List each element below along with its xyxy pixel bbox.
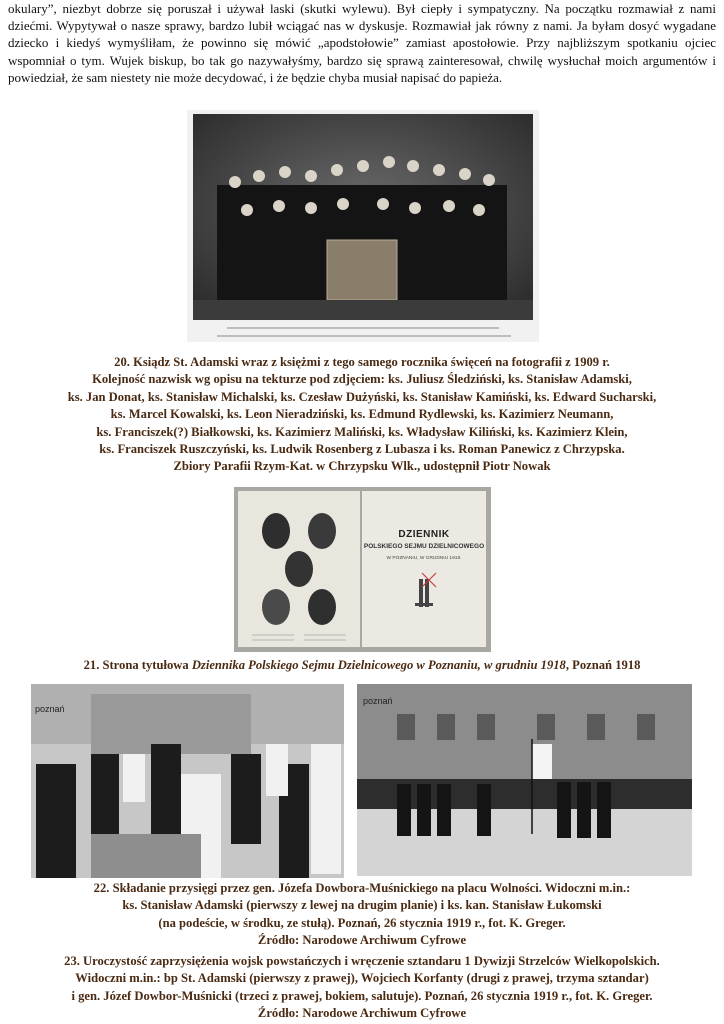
portraits-collage	[238, 491, 360, 647]
red-mark-icon	[420, 571, 438, 589]
caption-23-line-2: Widoczni m.in.: bp St. Adamski (pierwszy z prawej), Wojciech Korfanty (drugi z prawej, trzyma sztandar)	[75, 971, 649, 986]
intro-paragraph: okulary”, niezbyt dobrze się poruszał i używał laski (skutki wylewu). Był ciepły i sympatyczny. Na początku rozmawiał z nami dziećmi. Wypytywał o nasze sprawy, bardzo lubił wciągać nas w dyskusje. Rozmawiał jak równy z nami. Ja byłam dosyć wygadane dziecko i kiedyś wymyśliłam, że powinno się mówić „apodstołowie” zamiast apostołowie. Przy najbliższym spotkaniu ojciec wspomniał o tym. Wujek biskup, bo tak go nazywałyśmy, bardzo się sprawą zainteresował, chwilę wysłuchał moich argumentów i powiedział, że sam niestety nie może decydować, i że będzie chyba musiał napisać do papieża.	[8, 1, 716, 85]
caption-20-line-1: 20. Ksiądz St. Adamski wraz z księżmi z tego samego rocznika święceń na fotografii z 1909 r.	[114, 355, 610, 369]
book-title-page-photo	[234, 487, 491, 652]
caption-figure-21	[4, 657, 720, 674]
caption-figure-20	[4, 354, 720, 476]
caption-20-line-2: Kolejność nazwisk wg opisu na tekturze pod zdjęciem: ks. Juliusz Śledziński, ks. Stanisław Adamski,	[92, 372, 632, 387]
caption-22-line-4: Źródło: Narodowe Archiwum Cyfrowe	[257, 933, 467, 948]
caption-22-line-1: 22. Składanie przysięgi przez gen. Józefa Dowbora-Muśnickiego na placu Wolności. Widoczni m.in.:	[93, 881, 631, 895]
caption-20-line-7: Zbiory Parafii Rzym-Kat. w Chrzypsku Wlk., udostępnił Piotr Nowak	[173, 459, 551, 474]
caption-figure-23	[4, 953, 720, 1023]
caption-figure-22	[4, 880, 720, 950]
caption-22-line-2: ks. Stanisław Adamski (pierwszy z lewej na drugim planie) i ks. kan. Stanisław Łukomski	[122, 898, 602, 913]
caption-21-title: Dziennika Polskiego Sejmu Dzielnicowego w Poznaniu, w grudniu 1918	[191, 658, 566, 672]
caption-23-line-1: 23. Uroczystość zaprzysiężenia wojsk powstańczych i wręczenie sztandaru 1 Dywizji Strzelców Wielkopolskich.	[64, 954, 660, 968]
caption-21-suffix: , Poznań 1918	[565, 658, 641, 672]
caption-23-line-3: i gen. Józef Dowbor-Muśnicki (trzeci z prawej, bokiem, salutuje). Poznań, 26 stycznia 1919 r., fot. K. Greger.	[71, 988, 653, 1003]
svg-text:poznań: poznań	[363, 696, 393, 706]
caption-21-prefix: 21. Strona tytułowa	[83, 658, 192, 672]
oath-ceremony-photo	[31, 684, 344, 878]
book-title: DZIENNIK	[398, 529, 450, 540]
caption-20-line-3: ks. Jan Donat, ks. Stanisław Michalski, ks. Czesław Dużyński, ks. Stanisław Kamiński, ks. Edward Sucharski,	[67, 389, 657, 404]
caption-20-line-5: ks. Franciszek(?) Białkowski, ks. Kazimierz Maliński, ks. Władysław Kiliński, ks. Kazimierz Klein,	[96, 424, 628, 439]
caption-23-line-4: Źródło: Narodowe Archiwum Cyfrowe	[257, 1006, 467, 1021]
book-right-page	[362, 491, 486, 647]
banner-ceremony-photo	[357, 684, 692, 876]
caption-20-line-6: ks. Franciszek Ruszczyński, ks. Ludwik Rosenberg z Lubasza i ks. Roman Panewicz z Chrzypska.	[99, 442, 625, 457]
book-subtitle-1: POLSKIEGO SEJMU DZIELNICOWEGO	[363, 543, 485, 550]
svg-text:poznań: poznań	[35, 704, 65, 714]
caption-22-line-3: (na podeście, w środku, ze stułą). Poznań, 26 stycznia 1919 r., fot. K. Greger.	[158, 915, 566, 930]
book-left-page	[238, 491, 360, 647]
book-subtitle-2: W POZNANIU, W GRUDNIU 1918.	[386, 556, 462, 561]
caption-20-line-4: ks. Marcel Kowalski, ks. Leon Nieradziński, ks. Edmund Rydlewski, ks. Kazimierz Neumann,	[110, 407, 614, 422]
group-photo-priests-1909	[187, 110, 539, 342]
